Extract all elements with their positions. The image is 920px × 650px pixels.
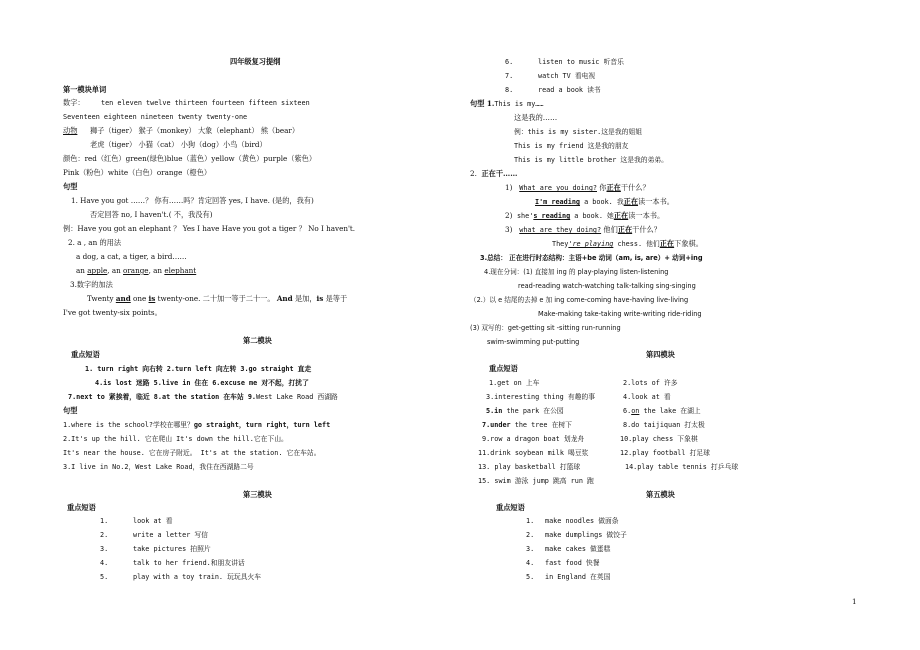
pattern2-heading — [470, 169, 517, 179]
page-title: 四年级复习提纲 — [230, 57, 281, 66]
list-item: 6. — [505, 58, 514, 66]
summary-5b: Make-making take-taking write-writing ride-riding — [538, 310, 702, 318]
sentence-2b — [76, 266, 196, 276]
word-elephant: elephant — [164, 266, 197, 275]
text: 3) — [505, 225, 513, 234]
text: 下象棋。 — [674, 239, 703, 248]
text: , an — [148, 266, 165, 275]
text: They — [552, 240, 569, 248]
text: one — [130, 294, 149, 303]
list-item: 5. — [526, 573, 535, 581]
table-cell: 1.get on 上车 — [489, 379, 540, 387]
pattern2-q2 — [505, 211, 664, 221]
summary-6: (3) 双写的：get-getting sit -sitting run-running — [470, 324, 621, 332]
table-cell: 14.play table tennis 打乒乓球 — [625, 463, 739, 471]
summary-5: （2.）以 e 结尾的去掉 e 加 ing come-coming have-having live-living — [470, 296, 689, 304]
list-item: make noodles 做面条 — [545, 517, 619, 525]
text: 读一本书。 — [628, 211, 665, 220]
pattern1-line — [470, 99, 544, 109]
module3-heading: 第三模块 — [243, 490, 272, 499]
text: 干什么？ — [620, 183, 650, 192]
text: What are you doing? — [519, 184, 597, 192]
table-cell: 7.under the tree 在树下 — [482, 421, 572, 429]
sentence-3a — [87, 294, 347, 304]
table-cell: 2.lots of 许多 — [623, 379, 678, 387]
module2-phrases-2: 4.is lost 迷路 5.live in 住在 6.excuse me 对不起，打扰了 — [95, 379, 309, 387]
module2-heading: 第二模块 — [243, 336, 272, 345]
summary-4: 4.现在分词：(1) 直接加 ing 的 play-playing listen-listening — [484, 268, 669, 276]
colors-line-2: Pink（粉色）white（白色）orange（橙色） — [63, 168, 212, 177]
summary-3: 3.总结： 正在进行时态结构：主语+be 动词（am, is, are）+ 动词+ing — [480, 254, 703, 262]
list-item: 3. — [526, 545, 535, 553]
table-cell: 9.row a dragon boat 划龙舟 — [482, 435, 585, 443]
text: 你 — [597, 183, 607, 192]
word-and-bold: And — [276, 294, 293, 303]
list-item: 4. — [100, 559, 109, 567]
list-item: fast food 快餐 — [545, 559, 600, 567]
text: she' — [516, 212, 534, 220]
list-item: make dumplings 做饺子 — [545, 531, 627, 539]
numbers-line-1: ten eleven twelve thirteen fourteen fifteen sixteen — [101, 99, 310, 107]
table-cell: 4.look at 看 — [623, 393, 671, 401]
list-item: 4. — [526, 559, 535, 567]
table-cell: 13. play basketball 打篮球 — [478, 463, 581, 471]
sentence-4: I've got twenty-six points。 — [63, 308, 162, 317]
text: an — [76, 266, 88, 275]
text: 干什么？ — [632, 225, 661, 234]
text: This is my…… — [494, 100, 544, 108]
pattern2-q3 — [505, 225, 661, 235]
text: I'm reading — [535, 198, 581, 206]
list-item: look at 看 — [133, 517, 173, 525]
module4-phrases-heading: 重点短语 — [489, 364, 518, 373]
text: Twenty — [87, 294, 116, 303]
list-item: listen to music 听音乐 — [538, 58, 624, 66]
table-cell: 15. swim 游泳 jump 跳高 run 跑 — [478, 477, 594, 485]
table-cell: 8.do taijiquan 打太极 — [623, 421, 705, 429]
list-item: 5. — [100, 573, 109, 581]
text: a book. 她 — [570, 212, 614, 220]
list-item: watch TV 看电视 — [538, 72, 596, 80]
text: 正在 — [606, 183, 621, 192]
module2-sentence-1 — [63, 420, 330, 430]
module5-heading: 第五模块 — [646, 490, 675, 499]
module5-phrases-heading: 重点短语 — [496, 503, 525, 512]
table-cell: 5.in the park 在公园 — [486, 407, 564, 415]
animals-line-1: 狮子（tiger） 猴子（monkey） 大象（elephant） 熊（bear） — [90, 126, 300, 135]
module2-sentence-4: 3.I live in No.2，West Lake Road，我住在西湖路二号 — [63, 463, 254, 471]
module2-phrases-1: 1. turn right 向右转 2.turn left 向左转 3.go straight 直走 — [85, 365, 312, 373]
text: 正在 — [623, 197, 639, 206]
list-item: make cakes 做蛋糕 — [545, 545, 611, 553]
animals-label: 动物 — [63, 126, 78, 135]
text: 正在 — [613, 211, 629, 220]
text: a book. 我 — [580, 198, 624, 206]
numbers-label: 数字： — [63, 98, 85, 107]
summary-6b: swim-swimming put-putting — [487, 338, 580, 346]
animals-line-2: 老虎（tiger） 小猫（cat） 小狗（dog）小鸟（bird） — [90, 140, 267, 149]
text: 正在 — [659, 239, 675, 248]
list-item: 8. — [505, 86, 514, 94]
text: 他们 — [601, 225, 618, 234]
text: 正在干…… — [481, 169, 518, 178]
numbers-line-2: Seventeen eighteen nineteen twenty twenty-one — [63, 113, 248, 121]
pattern1-label: 句型 1. — [470, 99, 495, 108]
text: what are they doing? — [519, 226, 602, 234]
text: twenty-one. 二十加一等于二十一。 — [155, 294, 277, 303]
table-cell: 6.on the lake 在湖上 — [623, 407, 701, 415]
module4-heading: 第四模块 — [646, 350, 675, 359]
list-item: in England 在英国 — [545, 573, 611, 581]
list-item: talk to her friend.和朋友讲话 — [133, 559, 245, 567]
list-item: read a book 读书 — [538, 86, 601, 94]
summary-4b: read-reading watch-watching talk-talking sing-singing — [518, 282, 696, 290]
word-orange: orange — [123, 266, 149, 275]
list-item: 1. — [100, 517, 109, 525]
text: 7.next to 紧挨着，临近 8.at the station 在车站 9. — [68, 393, 257, 401]
text: 1) — [505, 183, 513, 192]
pattern1-l4: This is my friend 这是我的朋友 — [514, 142, 629, 150]
pattern1-l5: This is my little brother 这是我的弟弟。 — [514, 156, 668, 164]
list-item: take pictures 拍照片 — [133, 545, 211, 553]
module1-heading: 第一模块单词 — [63, 85, 107, 94]
text: 是等于 — [323, 294, 348, 303]
text: West Lake Road 西湖路 — [256, 393, 338, 401]
list-item: 7. — [505, 72, 514, 80]
table-cell: 12.play football 打足球 — [620, 449, 710, 457]
pattern2-a1 — [535, 197, 674, 207]
pattern2-q1 — [505, 183, 650, 193]
sentence-3: 3.数字的加法 — [70, 280, 113, 289]
word-is-bold: is — [316, 294, 324, 303]
table-cell: 11.drink soybean milk 喝豆浆 — [478, 449, 589, 457]
text: 're playing — [568, 240, 614, 248]
pattern1-l2: 这是我的…… — [514, 113, 558, 122]
text: chess. 他们 — [613, 240, 660, 248]
text: 2) — [505, 211, 513, 220]
colors-line-1: 颜色：red（红色）green(绿色)blue（蓝色）yellow（黄色）purple（紫色） — [63, 154, 317, 163]
text: 2. — [470, 169, 477, 178]
word-is: is — [148, 294, 156, 303]
list-item: 3. — [100, 545, 109, 553]
module2-phrases-heading: 重点短语 — [71, 350, 100, 359]
table-cell: 3.interesting thing 有趣的事 — [486, 393, 596, 401]
page-number: 1 — [852, 597, 857, 606]
list-item: 1. — [526, 517, 535, 525]
word-apple: apple — [87, 266, 108, 275]
text: go straight，turn right，turn left — [193, 421, 331, 429]
sentence-2: 2. a , an 的用法 — [68, 238, 122, 247]
text: s reading — [533, 212, 571, 220]
text: 1.where is the school?学校在哪里？ — [63, 421, 194, 429]
list-item: play with a toy train. 玩玩具火车 — [133, 573, 262, 581]
list-item: write a letter 写信 — [133, 531, 208, 539]
pattern2-a3 — [552, 239, 703, 249]
text: , an — [107, 266, 124, 275]
text: 正在 — [617, 225, 633, 234]
text: 是加， — [292, 294, 317, 303]
sentence-1b: 否定回答 no, I haven't.( 不，我没有) — [90, 210, 213, 219]
list-item: 2. — [100, 531, 109, 539]
table-cell: 10.play chess 下象棋 — [620, 435, 698, 443]
module2-phrases-3 — [68, 392, 338, 402]
module2-sentence-3: It's near the house. 它在房子附近。 It's at the station. 它在车站。 — [63, 449, 321, 457]
sentence-heading-2: 句型 — [63, 406, 78, 415]
text: 读一本书。 — [638, 197, 674, 206]
word-and: and — [115, 294, 131, 303]
module3-phrases-heading: 重点短语 — [67, 503, 96, 512]
sentence-heading-1: 句型 — [63, 182, 78, 191]
list-item: 2. — [526, 531, 535, 539]
sentence-1: 1. Have you got ……？ 你有……吗？肯定回答 yes, I have. (是的，我有) — [71, 196, 314, 205]
pattern1-l3: 例：this is my sister.这是我的姐姐 — [514, 128, 643, 136]
sentence-2a: a dog, a cat, a tiger, a bird…… — [76, 252, 187, 261]
module2-sentence-2: 2.It's up the hill. 它在爬山 It's down the hill.它在下山。 — [63, 435, 288, 443]
sentence-1c: 例：Have you got an elephant ？ Yes I have Have you got a tiger ？ No I haven't. — [63, 224, 356, 233]
